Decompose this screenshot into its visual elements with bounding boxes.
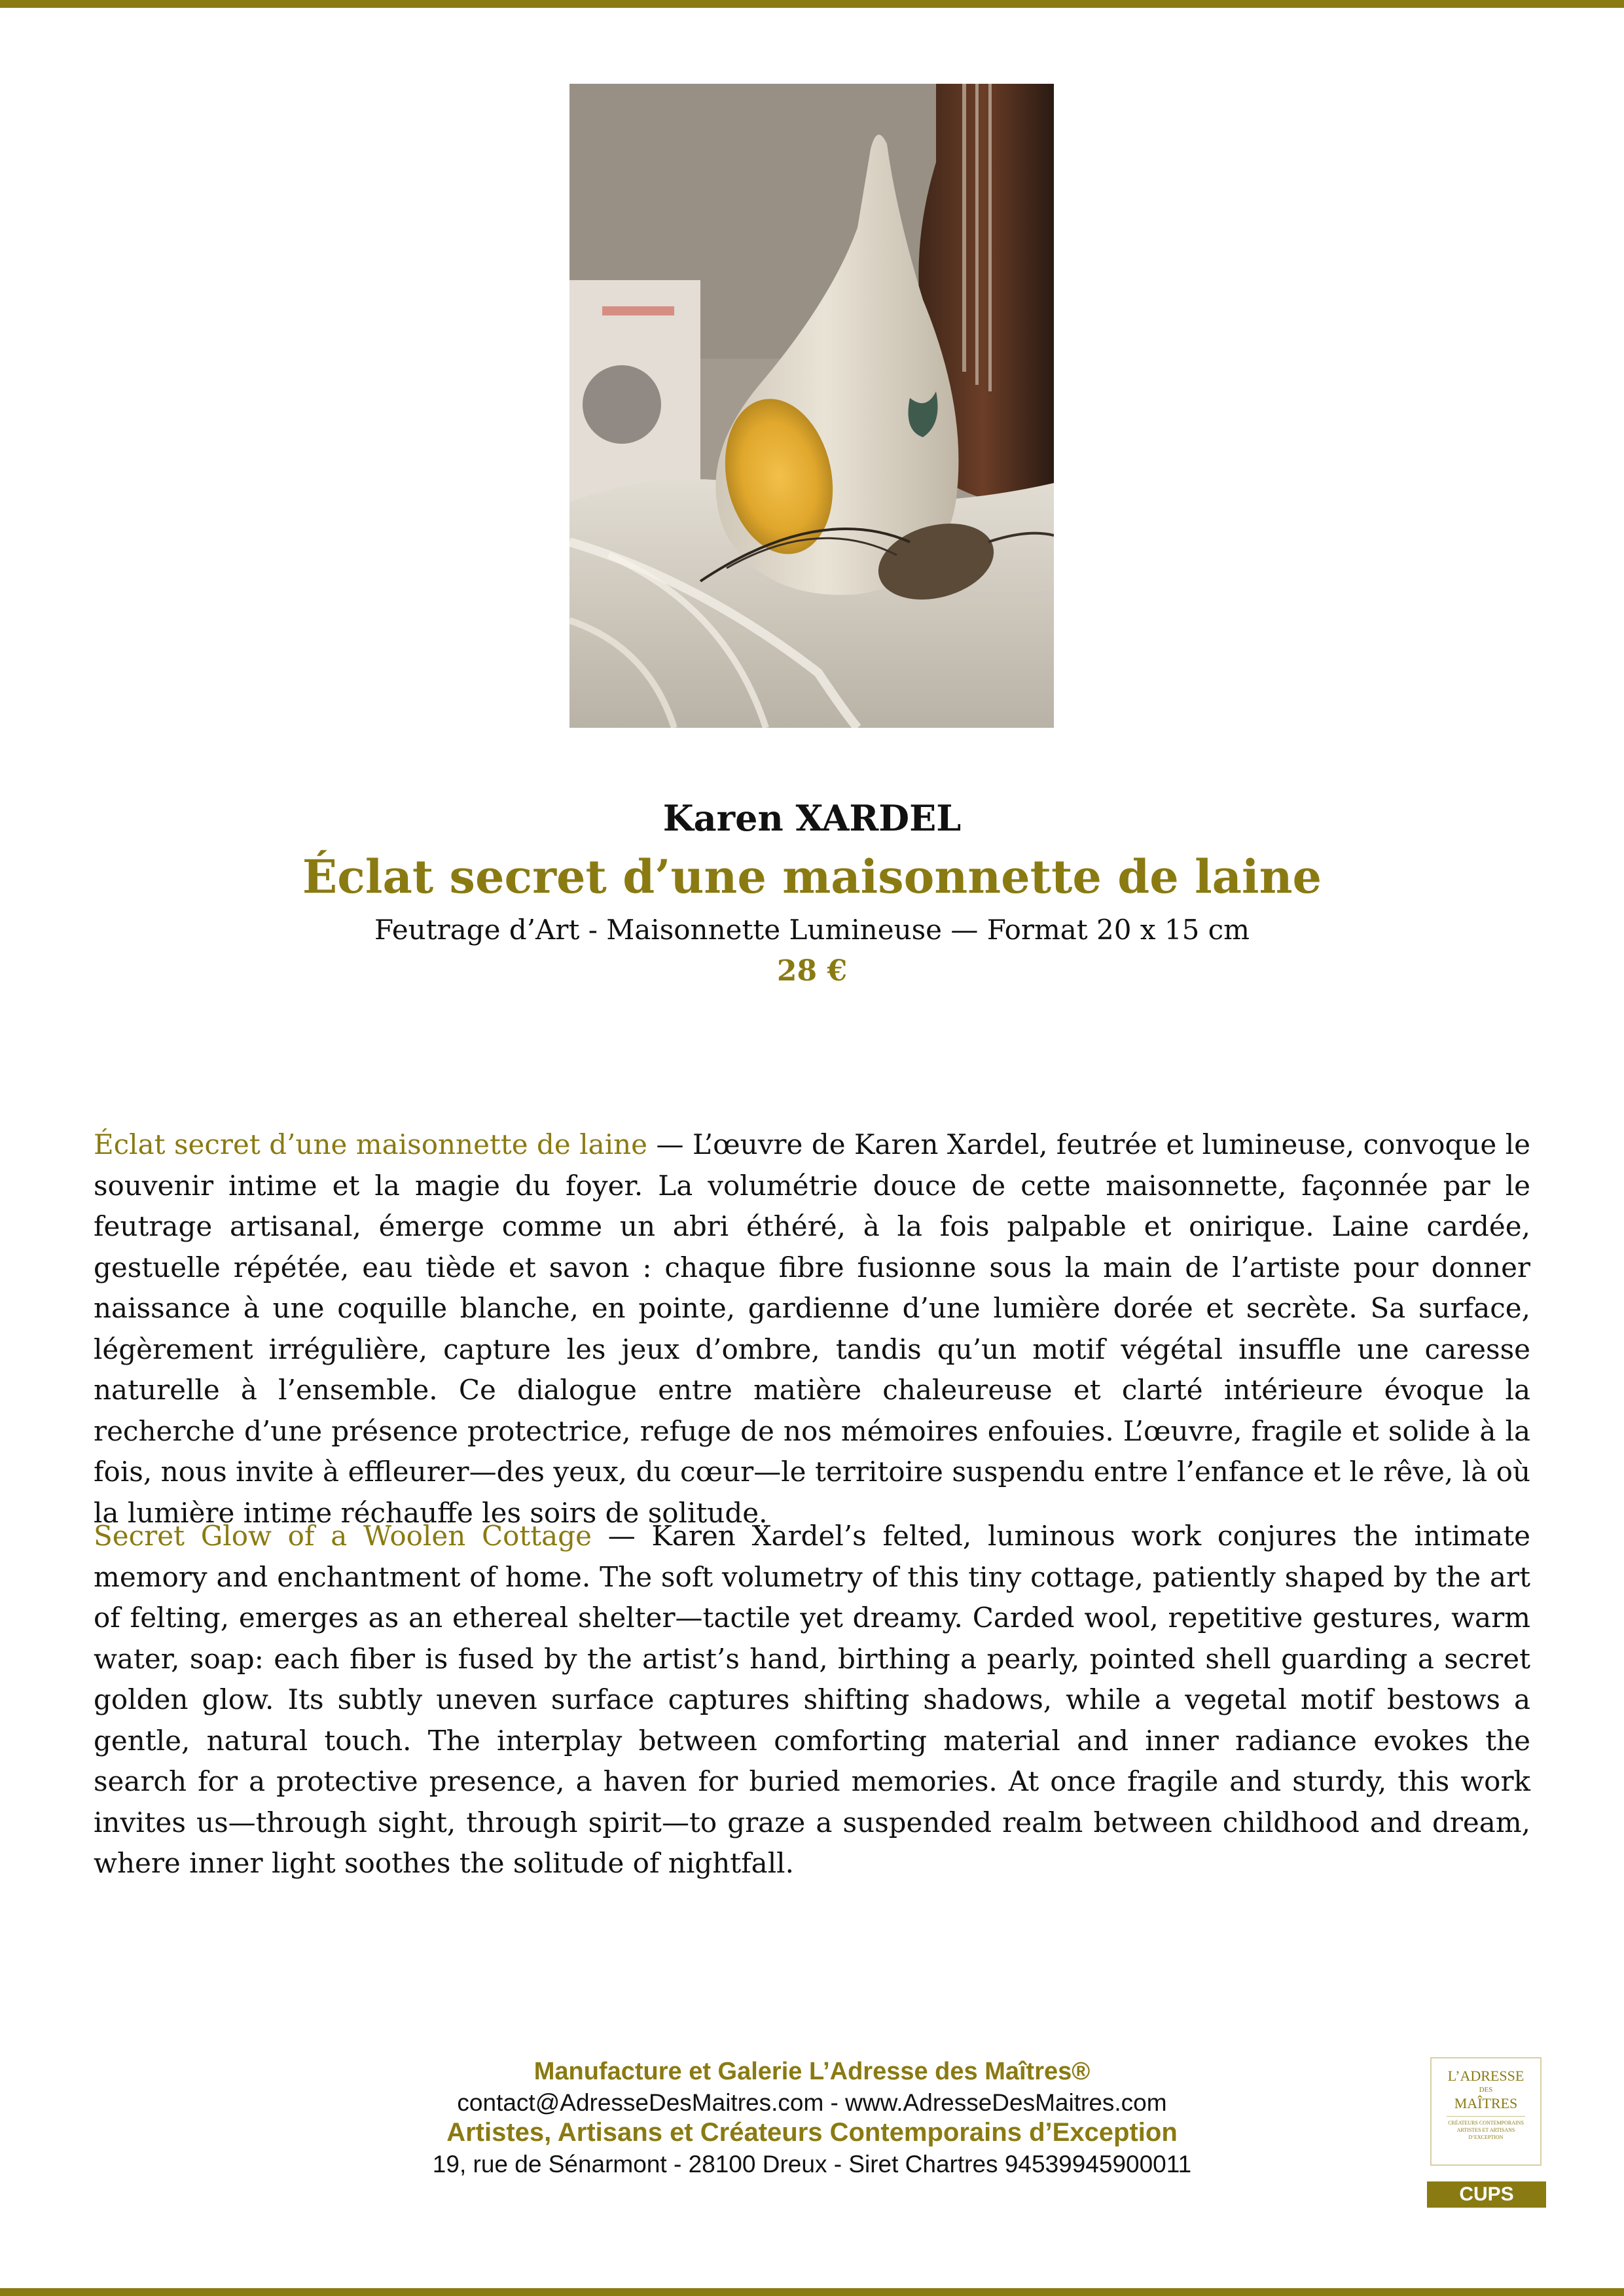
description-french xyxy=(94,1124,1530,1534)
felted-cottage-image xyxy=(569,84,1054,728)
description-french-lead: Éclat secret d’une maisonnette de laine xyxy=(94,1128,648,1160)
footer-contact: contact@AdresseDesMaitres.com - www.AdresseDesMaitres.com xyxy=(457,2089,1167,2116)
artist-name: Karen XARDEL xyxy=(662,797,962,839)
description-english-text: — Karen Xardel’s felted, luminous work conjures the intimate memory and enchantment of home. The soft volumetry of this tiny cottage, patiently shaped by the art of felting, emerges as an ethereal shelter—tactile yet dreamy. Carded wool, repetitive gestures, warm water, soap: each fiber is fused by the artist’s hand, birthing a pearly, pointed shell guarding a secret golden glow. Its subtly uneven surface captures shifting shadows, while a vegetal motif bestows a gentle, natural touch. The interplay between comforting material and inner radiance evokes the search for a protective presence, a haven for buried memories. At once fragile and sturdy, this work invites us—through sight, through spirit—to graze a suspended realm between childhood and dream, where inner light soothes the solitude of nightfall. xyxy=(94,1520,1530,1879)
artwork-price: 28 € xyxy=(776,954,848,988)
logo-line-2: DES xyxy=(1479,2086,1493,2094)
logo-line-3: MAÎTRES xyxy=(1454,2095,1518,2111)
bottom-border-rule xyxy=(0,2288,1624,2296)
gallery-logo xyxy=(1430,2057,1542,2166)
cups-badge: CUPS xyxy=(1427,2181,1546,2208)
description-english xyxy=(94,1516,1530,1884)
footer-gallery-name: Manufacture et Galerie L’Adresse des Maîtres® xyxy=(533,2058,1091,2085)
logo-divider xyxy=(1447,2116,1525,2117)
artwork-subtitle: Feutrage d’Art - Maisonnette Lumineuse — Format 20 x 15 cm xyxy=(374,914,1250,946)
logo-line-4: CRÉATEURS CONTEMPORAINS ARTISTES ET ARTISANS D’EXCEPTION xyxy=(1448,2120,1524,2140)
artwork-title: Éclat secret d’une maisonnette de laine xyxy=(302,850,1322,904)
description-english-lead: Secret Glow of a Woolen Cottage xyxy=(94,1520,592,1552)
artwork-photo xyxy=(569,84,1054,728)
logo-line-1: L’ADRESSE xyxy=(1447,2068,1525,2084)
footer-tagline: Artistes, Artisans et Créateurs Contemporains d’Exception xyxy=(446,2118,1178,2147)
top-border-rule xyxy=(0,0,1624,8)
description-french-text: — L’œuvre de Karen Xardel, feutrée et lumineuse, convoque le souvenir intime et la magie du foyer. La volumétrie douce de cette maisonnette, façonnée par le feutrage artisanal, émerge comme un abri éthéré, à la fois palpable et onirique. Laine cardée, gestuelle répétée, eau tiède et savon : chaque fibre fusionne sous la main de l’artiste pour donner naissance à une coquille blanche, en pointe, gardienne d’une lumière dorée et secrète. Sa surface, légèrement irrégulière, capture les jeux d’ombre, tandis qu’un motif végétal insuffle une caresse naturelle à l’ensemble. Ce dialogue entre matière chaleureuse et clarté intérieure évoque la recherche d’une présence protectrice, refuge de nos mémoires enfouies. L’œuvre, fragile et solide à la fois, nous invite à effleurer—des yeux, du cœur—le territoire suspendu entre l’enfance et le rêve, là où la lumière intime réchauffe les soirs de solitude. xyxy=(94,1128,1530,1529)
footer-address: 19, rue de Sénarmont - 28100 Dreux - Siret Chartres 94539945900011 xyxy=(432,2151,1192,2178)
